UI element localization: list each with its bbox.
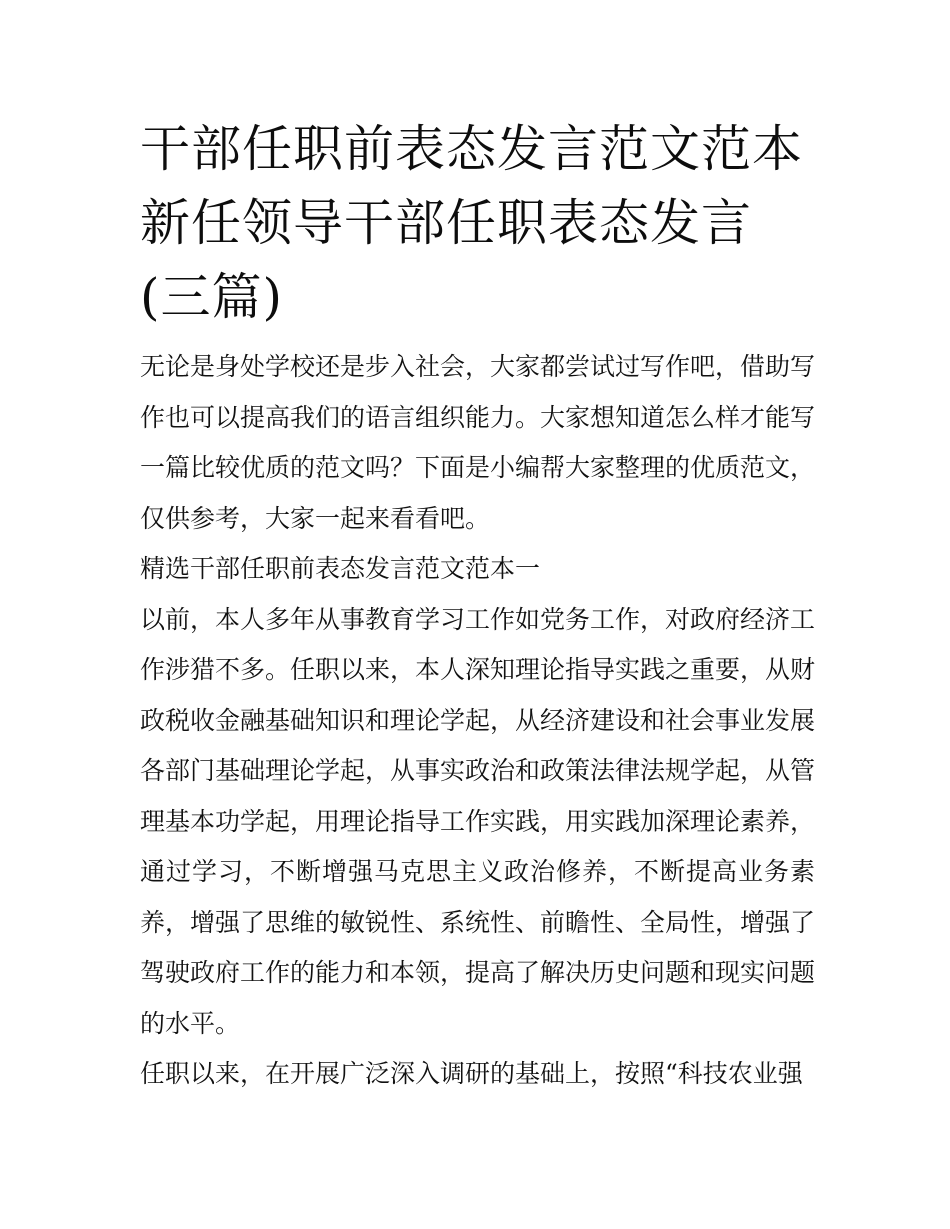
document-body	[140, 342, 815, 1100]
document-content	[140, 112, 815, 1100]
document-title: 干部任职前表态发言范文范本新任领导干部任职表态发言(三篇)	[140, 120, 803, 326]
intro-paragraph: 无论是身处学校还是步入社会，大家都尝试过写作吧，借助写作也可以提高我们的语言组织能力。大家想知道怎么样才能写一篇比较优质的范文吗？下面是小编帮大家整理的优质范文，仅供参考，大家一起来看看吧。	[140, 352, 816, 533]
body-paragraph-2: 任职以来，在开展广泛深入调研的基础上，按照“科技农业强	[140, 1059, 803, 1088]
section-heading: 精选干部任职前表态发言范文范本一	[140, 554, 541, 583]
body-paragraph-1: 以前，本人多年从事教育学习工作如党务工作，对政府经济工作涉猎不多。任职以来，本人深知理论指导实践之重要，从财政税收金融基础知识和理论学起，从经济建设和社会事业发展各部门基础理论学起，从事实政治和政策法律法规学起，从管理基本功学起，用理论指导工作实践，用实践加深理论素养，通过学习，不断增强马克思主义政治修养，不断提高业务素养，增强了思维的敏锐性、系统性、前瞻性、全局性，增强了驾驶政府工作的能力和本领，提高了解决历史问题和现实问题的水平。	[140, 604, 816, 1038]
